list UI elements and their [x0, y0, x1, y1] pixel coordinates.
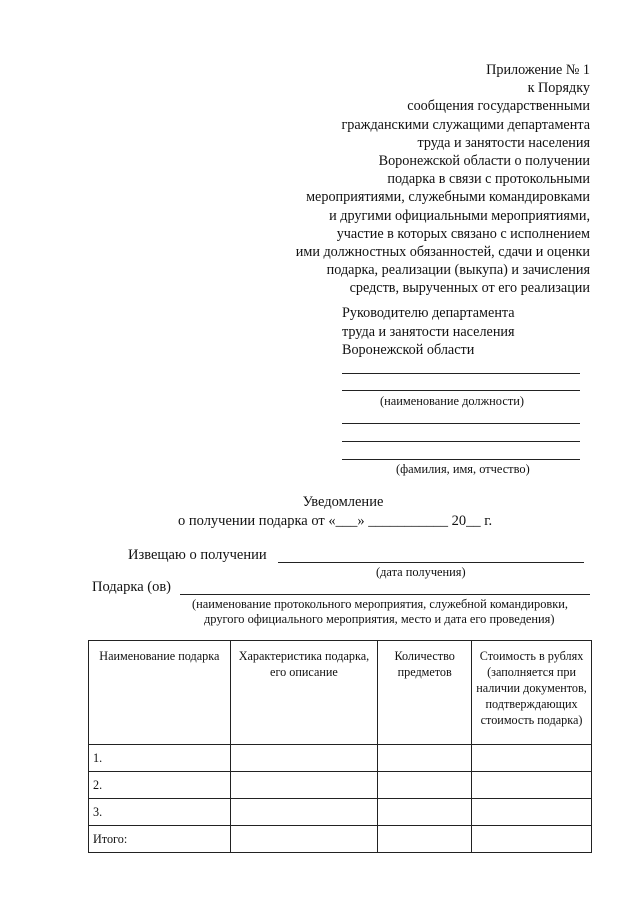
- header-gift-description: Характеристика подарка, его описание: [230, 641, 378, 745]
- table-total-row: [89, 826, 592, 853]
- addressee-block: [342, 304, 515, 360]
- appendix-line: Приложение № 1: [486, 62, 590, 78]
- name-line-2[interactable]: [342, 441, 580, 442]
- total-label[interactable]: Итого:: [89, 826, 231, 853]
- event-caption-line2: другого официального мероприятия, место и дата его проведения): [204, 612, 555, 626]
- table-cell[interactable]: [230, 826, 378, 853]
- table-cell[interactable]: [378, 799, 472, 826]
- appendix-line: ими должностных обязанностей, сдачи и оценки: [295, 244, 590, 261]
- table-row: [89, 799, 592, 826]
- addressee-line: труда и занятости населения: [342, 323, 515, 340]
- position-line-2[interactable]: [342, 390, 580, 391]
- row-number[interactable]: 2.: [89, 772, 231, 799]
- name-caption: (фамилия, имя, отчество): [396, 462, 530, 476]
- appendix-header: [296, 61, 590, 298]
- appendix-line: к Порядку: [527, 80, 590, 97]
- appendix-line: мероприятиями, служебными командировками: [306, 189, 590, 206]
- addressee-line: Воронежской области: [342, 342, 475, 358]
- row-number[interactable]: 3.: [89, 799, 231, 826]
- table-cell[interactable]: [472, 745, 592, 772]
- event-caption-line1: (наименование протокольного мероприятия, служебной командировки,: [192, 597, 569, 611]
- receipt-label: Извещаю о получении: [128, 547, 267, 563]
- appendix-line: подарка, реализации (выкупа) и зачисления: [326, 262, 590, 279]
- table-cell[interactable]: [230, 772, 378, 799]
- header-quantity: Количество предметов: [378, 641, 472, 745]
- position-line-1[interactable]: [342, 373, 580, 374]
- position-caption: (наименование должности): [380, 394, 524, 408]
- table-cell[interactable]: [378, 745, 472, 772]
- notice-subtitle: о получении подарка от «___» ___________ 20__ г.: [178, 513, 493, 529]
- receipt-caption: (дата получения): [376, 565, 466, 579]
- gifts-table: [88, 640, 592, 853]
- appendix-line: средств, вырученных от его реализации: [349, 280, 590, 297]
- appendix-line: Воронежской области о получении: [378, 153, 590, 170]
- appendix-line: труда и занятости населения: [417, 134, 590, 151]
- appendix-line: подарка в связи с протокольными: [387, 171, 590, 188]
- row-number[interactable]: 1.: [89, 745, 231, 772]
- name-line-1[interactable]: [342, 423, 580, 424]
- appendix-line: сообщения государственными: [407, 98, 590, 115]
- receipt-date-line[interactable]: [278, 562, 584, 563]
- header-gift-name: Наименование подарка: [89, 641, 231, 745]
- table-cell[interactable]: [230, 799, 378, 826]
- appendix-line: гражданскими служащими департамента: [341, 116, 590, 133]
- event-line[interactable]: [180, 594, 590, 595]
- table-cell[interactable]: [230, 745, 378, 772]
- table-cell[interactable]: [472, 772, 592, 799]
- appendix-line: и другими официальными мероприятиями,: [329, 207, 590, 224]
- appendix-line: участие в которых связано с исполнением: [336, 225, 590, 242]
- table-cell[interactable]: [472, 826, 592, 853]
- table-row: [89, 772, 592, 799]
- notice-title: Уведомление: [302, 494, 384, 510]
- table-header-row: [89, 641, 592, 745]
- header-cost: Стоимость в рублях (заполняется при наличии документов, подтверждающих стоимость подарка): [472, 641, 592, 745]
- table-cell[interactable]: [378, 772, 472, 799]
- table-row: [89, 745, 592, 772]
- table-cell[interactable]: [378, 826, 472, 853]
- table-cell[interactable]: [472, 799, 592, 826]
- gift-label: Подарка (ов): [92, 579, 172, 595]
- addressee-line: Руководителю департамента: [342, 305, 515, 321]
- name-line-3[interactable]: [342, 459, 580, 460]
